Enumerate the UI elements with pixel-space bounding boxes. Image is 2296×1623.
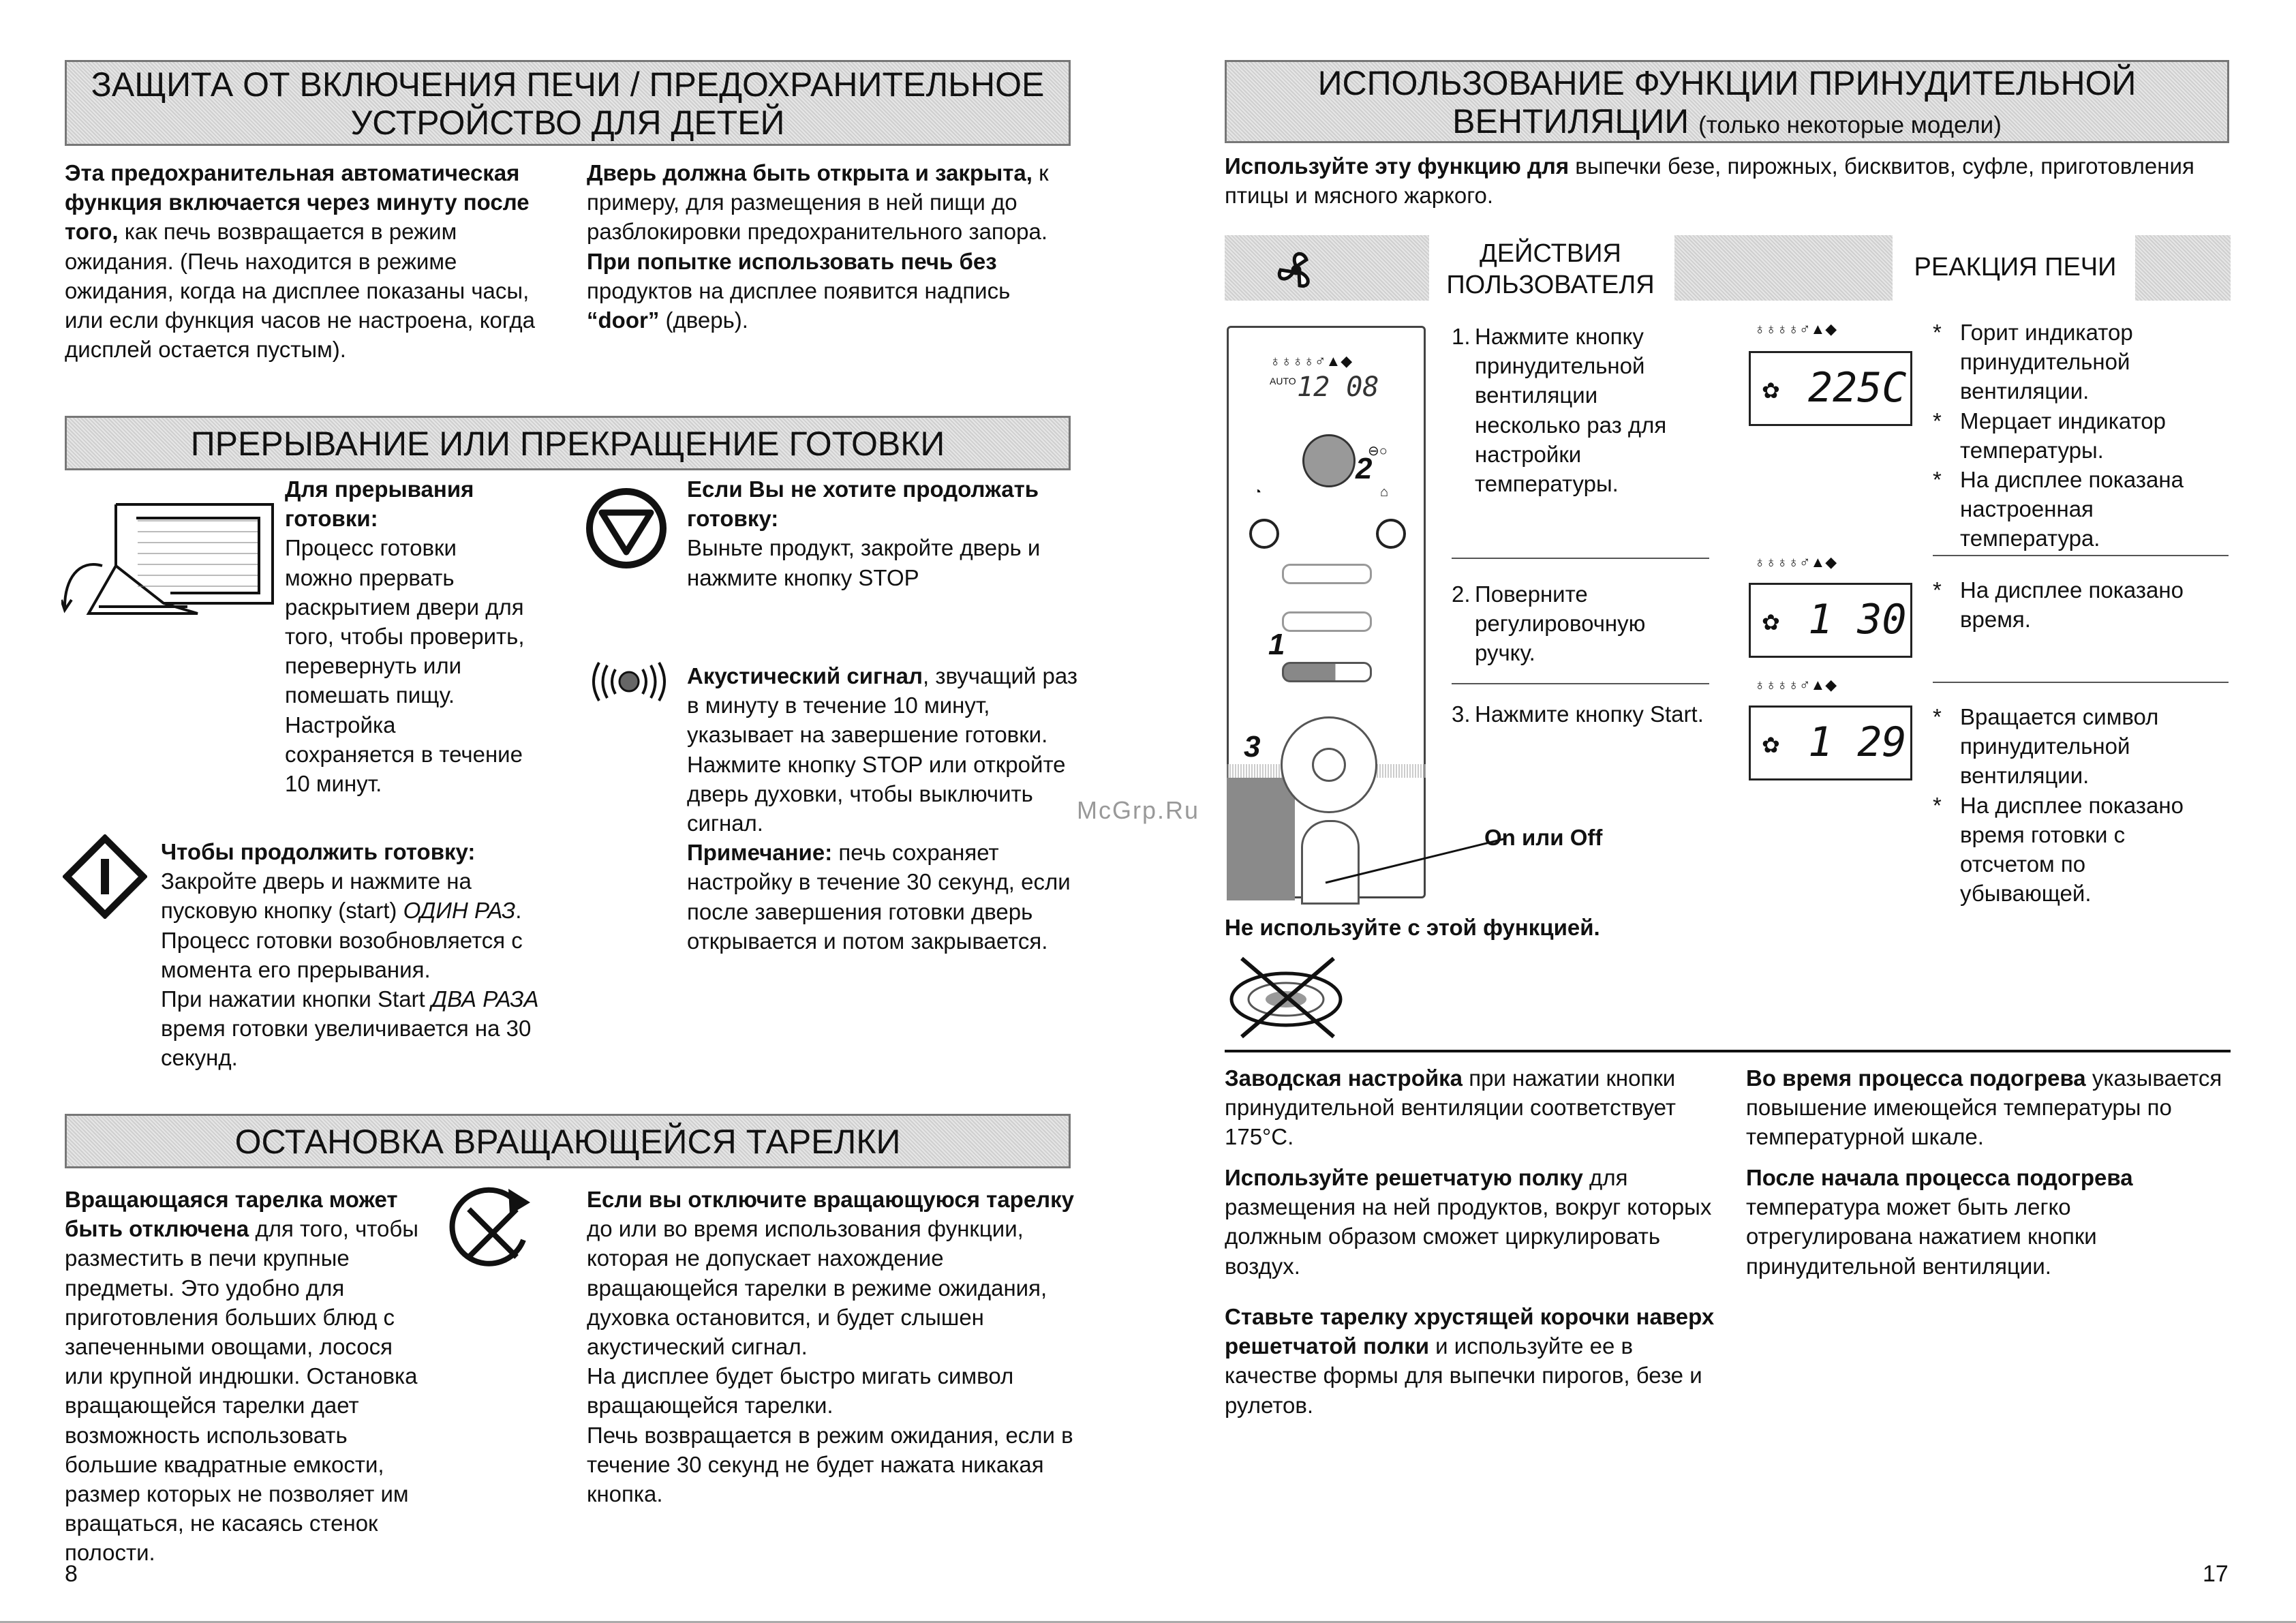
step-text: Нажмите кнопку Start.: [1475, 701, 1704, 727]
panel-label-1: 1: [1268, 628, 1285, 661]
bold-text: Дверь должна быть открыта и закрыта,: [587, 160, 1032, 185]
bold-text: Используйте эту функцию для: [1225, 153, 1570, 179]
column-header-user-line2: ПОЛЬЗОВАТЕЛЯ: [1446, 271, 1655, 299]
reaction-item: * На дисплее показана настроенная температура.: [1933, 465, 2219, 553]
select-knob[interactable]: [1302, 434, 1356, 487]
bold-text: При попытке использовать печь без: [587, 248, 997, 274]
body-text: Процесс готовки можно прервать раскрытием двери для того, чтобы проверить, перевернуть или помешать пищу. Настройка сохраняется в течение 10 минут.: [285, 535, 525, 797]
onoff-label: On или Off: [1484, 825, 1603, 850]
display-countdown: [1749, 706, 1912, 780]
display-value: 1 30: [1808, 596, 1907, 643]
display-temperature: [1749, 351, 1912, 426]
body-text: , звучащий раз в минуту в течение 10 минут, указывает на завершение готовки. Нажмите кнопку STOP или откройте дверь духовки, чтобы выключить сигнал.: [687, 663, 1077, 836]
body-text: Выньте продукт, закройте дверь и нажмите кнопку STOP: [687, 535, 1041, 590]
body-text: Печь возвращается в режим ожидания, если в течение 30 секунд не будет нажата никакая кнопка.: [587, 1422, 1073, 1507]
body-text: На дисплее будет быстро мигать символ вращающейся тарелки.: [587, 1363, 1014, 1419]
reaction-list-1: [1933, 318, 2219, 553]
bold-text: Эта предохранительная автоматическая функция включается через минуту после того,: [65, 160, 530, 245]
body-text: выпечки безе, пирожных, бисквитов, суфле, приготовления птицы и мясного жаркого.: [1225, 153, 2194, 209]
stop-text: [687, 474, 1082, 592]
after-preheat-text: [1746, 1163, 2223, 1281]
body-text: продуктов на дисплее появится надпись: [587, 277, 1011, 303]
open-door-oven-icon: [61, 498, 279, 627]
turntable-text-col2: [587, 1185, 1077, 1508]
body-text: при нажатии кнопки принудительной вентиляции соответствует 175°C.: [1225, 1065, 1676, 1150]
panel-icons-row: ♁♁♁♁♂▲◆: [1270, 352, 1353, 369]
reaction-item: * Горит индикатор принудительной вентиляции.: [1933, 318, 2219, 406]
step-text: Нажмите кнопку принудительной вентиляции несколько раз для настройки температуры.: [1475, 324, 1667, 497]
crisp-plate-text: [1225, 1302, 1715, 1420]
italic-text: ОДИН РАЗ: [403, 898, 516, 924]
section-header-fan: [1225, 60, 2229, 143]
bold-text: Чтобы продолжить готовку:: [161, 839, 476, 864]
preheat-text: [1746, 1063, 2223, 1152]
panel-time: 12 08: [1297, 371, 1379, 403]
row-divider: [1933, 682, 2229, 683]
fan-intro: [1225, 151, 2233, 210]
title-main: ВЕНТИЛЯЦИИ: [1452, 102, 1689, 140]
display-icons-row: ♁♁♁♁♂▲◆: [1754, 553, 1837, 571]
reaction-item: * На дисплее показано время.: [1933, 575, 2219, 634]
row-divider: [1452, 558, 1709, 559]
body-text: При нажатии кнопки Start: [161, 986, 431, 1012]
step-3: [1452, 699, 1711, 729]
bold-text: Заводская настройка: [1225, 1065, 1463, 1091]
display-value: 225C: [1808, 364, 1907, 412]
reaction-list-3: [1933, 702, 2219, 908]
body-text: . Процесс готовки возобновляется с момента его прерывания.: [161, 898, 523, 982]
acoustic-signal-icon: [585, 661, 673, 702]
display-value: 1 29: [1808, 718, 1907, 766]
reaction-item: * На дисплее показано время готовки с отсчетом по убывающей.: [1933, 791, 2219, 909]
child-lock-col1: [65, 158, 555, 364]
step-1: [1452, 322, 1711, 497]
display-icons-row: ♁♁♁♁♂▲◆: [1754, 676, 1837, 693]
rack-text: [1225, 1163, 1715, 1281]
fan-small-icon: ✿: [1762, 378, 1780, 403]
reaction-item: * Мерцает индикатор температуры.: [1933, 406, 2219, 465]
section-title-line2: [1227, 102, 2227, 145]
body-text: указывается повышение имеющейся температуры по температурной шкале.: [1746, 1065, 2222, 1150]
child-lock-col2: [587, 158, 1077, 335]
watermark: McGrp.Ru: [1077, 796, 1200, 824]
body-text: и используйте ее в качестве формы для выпечки пирогов, безе и рулетов.: [1225, 1333, 1702, 1418]
fan-small-icon: ✿: [1762, 733, 1780, 757]
step-number: 2.: [1452, 581, 1471, 607]
section-title: ОСТАНОВКА ВРАЩАЮЩЕЙСЯ ТАРЕЛКИ: [234, 1123, 901, 1161]
body-text: до или во время использования функции, которая не допускает нахождение вращающейся тарелки в режиме ожидания, духовка остановится, и будет слышен акустический сигнал.: [587, 1216, 1047, 1360]
interrupt-text: [285, 474, 530, 798]
body-text: температура может быть легко отрегулирована нажатием кнопки принудительной вентиляции.: [1746, 1194, 2097, 1279]
body-text: для того, чтобы разместить в печи крупные предметы. Это удобно для приготовления больших блюд с запеченными овощами, лосося или крупной индюшки. Остановка вращающейся тарелки дает возможность использовать большие квадратные емкости, размер которых не позволяет им вращаться, не касаясь стенок полости.: [65, 1216, 419, 1566]
step-number: 3.: [1452, 701, 1471, 727]
bold-text: Ставьте тарелку хрустящей корочки наверх решетчатой полки: [1225, 1304, 1715, 1359]
clock-button[interactable]: [1249, 519, 1279, 549]
crossed-plate-icon: [1225, 952, 1347, 1040]
turntable-text-col1: [65, 1185, 555, 1568]
reaction-item: * Вращается символ принудительной вентиляции.: [1933, 702, 2219, 791]
panel-label-3: 3: [1244, 730, 1261, 763]
bold-text: Если вы отключите вращающуюся тарелку: [587, 1187, 1075, 1212]
bold-text: Акустический сигнал: [687, 663, 923, 688]
section-header-turntable: [65, 1114, 1071, 1168]
do-not-use-label: Не используйте с этой функцией.: [1225, 915, 1600, 940]
body-text: для размещения на ней продуктов, вокруг которых должным образом сможет циркулировать воздух.: [1225, 1165, 1712, 1279]
step-number: 1.: [1452, 324, 1471, 349]
section-title: ПРЕРЫВАНИЕ ИЛИ ПРЕКРАЩЕНИЕ ГОТОВКИ: [190, 425, 945, 463]
fan-icon: [1272, 246, 1320, 291]
section-title-line1: ИСПОЛЬЗОВАНИЕ ФУНКЦИИ ПРИНУДИТЕЛЬНОЙ: [1317, 64, 2137, 102]
fan-small-icon: ✿: [1762, 610, 1780, 635]
title-sub: (только некоторые модели): [1698, 112, 2002, 138]
fan-button[interactable]: [1282, 662, 1372, 682]
body-text: время готовки увеличивается на 30 секунд.: [161, 1016, 532, 1071]
column-header-oven: РЕАКЦИЯ ПЕЧИ: [1914, 253, 2117, 282]
factory-setting-text: [1225, 1063, 1715, 1152]
column-header-user-line1: ДЕЙСТВИЯ: [1480, 239, 1621, 268]
section-header-child-lock: [65, 60, 1071, 146]
reaction-list-2: [1933, 575, 2219, 634]
page-number-left: 8: [65, 1561, 78, 1587]
bottom-section-rule: [1225, 1050, 2231, 1052]
control-panel: ♁♁♁♁♂▲◆ 12 08 AUTO 2 ⊖○ ◔ ⌂ 1 3: [1227, 326, 1426, 898]
section-title-line1: ЗАЩИТА ОТ ВКЛЮЧЕНИЯ ПЕЧИ / ПРЕДОХРАНИТЕЛЬНОЕ: [91, 65, 1045, 104]
start-button-icon: [63, 834, 147, 919]
body-text: к примеру, для размещения в ней пищи до разблокировки предохранительного запора.: [587, 160, 1049, 245]
step-2: [1452, 579, 1711, 666]
body-text: (дверь).: [659, 307, 748, 333]
italic-text: ДВА РАЗА: [431, 986, 539, 1012]
body-text: Закройте дверь и нажмите на пусковую кнопку (start): [161, 868, 472, 924]
display-icons-row: ♁♁♁♁♂▲◆: [1754, 320, 1837, 337]
row-divider: [1452, 683, 1709, 684]
lock-button[interactable]: [1376, 519, 1406, 549]
body-text: печь сохраняет настройку в течение 30 секунд, если после завершения готовки дверь открывается и потом закрывается.: [687, 840, 1071, 954]
bold-text: “door”: [587, 307, 660, 333]
acoustic-text: [687, 661, 1082, 956]
page-number-right: 17: [2203, 1561, 2229, 1587]
panel-button-a[interactable]: [1282, 564, 1372, 584]
bold-text: Вращающаяся тарелка может быть отключена: [65, 1187, 398, 1242]
panel-label-2: 2: [1356, 452, 1373, 485]
stop-button-icon: [585, 487, 668, 570]
panel-button-b[interactable]: [1282, 611, 1372, 632]
body-text: как печь возвращается в режим ожидания. (Печь находится в режиме ожидания, когда на дисплее показаны часы, или если функция часов не настроена, когда дисплей остается пустым).: [65, 219, 536, 363]
section-header-interrupt: [65, 416, 1071, 470]
table-header-bar: [1225, 235, 2231, 301]
bold-text: После начала процесса подогрева: [1746, 1165, 2133, 1190]
display-time: [1749, 583, 1912, 658]
bold-text: Используйте решетчатую полку: [1225, 1165, 1583, 1190]
continue-text: [161, 837, 542, 1073]
step-text: Поверните регулировочную ручку.: [1475, 581, 1646, 666]
section-title-line2: УСТРОЙСТВО ДЛЯ ДЕТЕЙ: [350, 104, 785, 142]
row-divider: [1933, 555, 2229, 556]
bold-text: Примечание:: [687, 840, 833, 866]
bold-text: Во время процесса подогрева: [1746, 1065, 2086, 1091]
bold-text: Для прерывания готовки:: [285, 476, 474, 532]
bold-text: Если Вы не хотите продолжать готовку:: [687, 476, 1039, 532]
